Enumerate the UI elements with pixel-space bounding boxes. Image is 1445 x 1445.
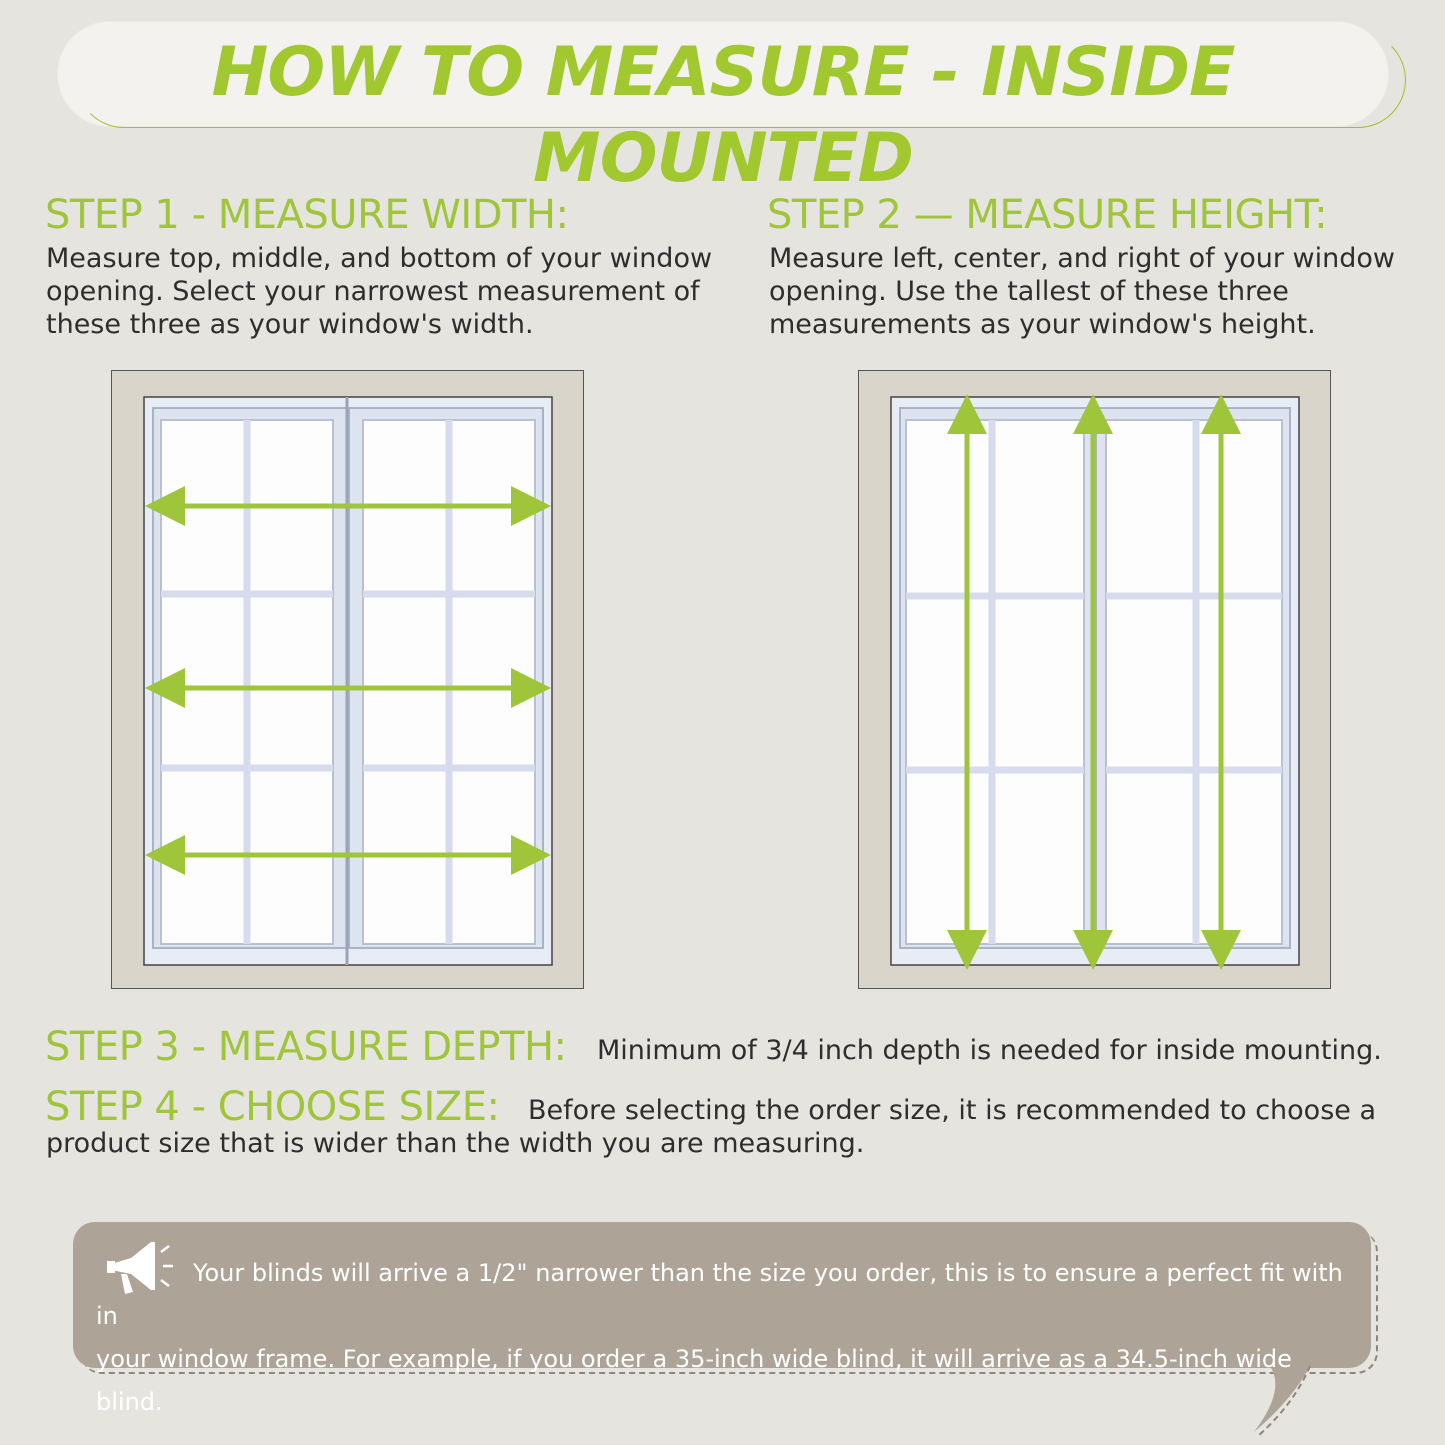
step2-heading: STEP 2 — MEASURE HEIGHT: <box>767 192 1328 238</box>
page-title: HOW TO MEASURE - INSIDE MOUNTED <box>211 33 1235 198</box>
step1-heading: STEP 1 - MEASURE WIDTH: <box>45 192 569 238</box>
step4-body-line2: product size that is wider than the width you are measuring. <box>46 1128 865 1159</box>
note-text: Your blinds will arrive a 1/2" narrower than the size you order, this is to ensure a perfect fit with in your window frame. For example, if you order a 35-inch wide blind, it will arrive as a 34.5-inch wide blind. <box>96 1259 1343 1416</box>
step4-body-line1: Before selecting the order size, it is recommended to choose a <box>528 1095 1376 1126</box>
step3-heading: STEP 3 - MEASURE DEPTH: <box>45 1024 567 1070</box>
window-height-illustration <box>858 370 1331 990</box>
step3-body: Minimum of 3/4 inch depth is needed for inside mounting. <box>597 1035 1382 1066</box>
step2-body: Measure left, center, and right of your window opening. Use the tallest of these three measurements as your window's height. <box>769 243 1395 340</box>
step4-heading: STEP 4 - CHOOSE SIZE: <box>45 1084 500 1130</box>
step1-body: Measure top, middle, and bottom of your window opening. Select your narrowest measurement of these three as your window's width. <box>46 243 713 340</box>
window-width-illustration <box>111 370 584 990</box>
